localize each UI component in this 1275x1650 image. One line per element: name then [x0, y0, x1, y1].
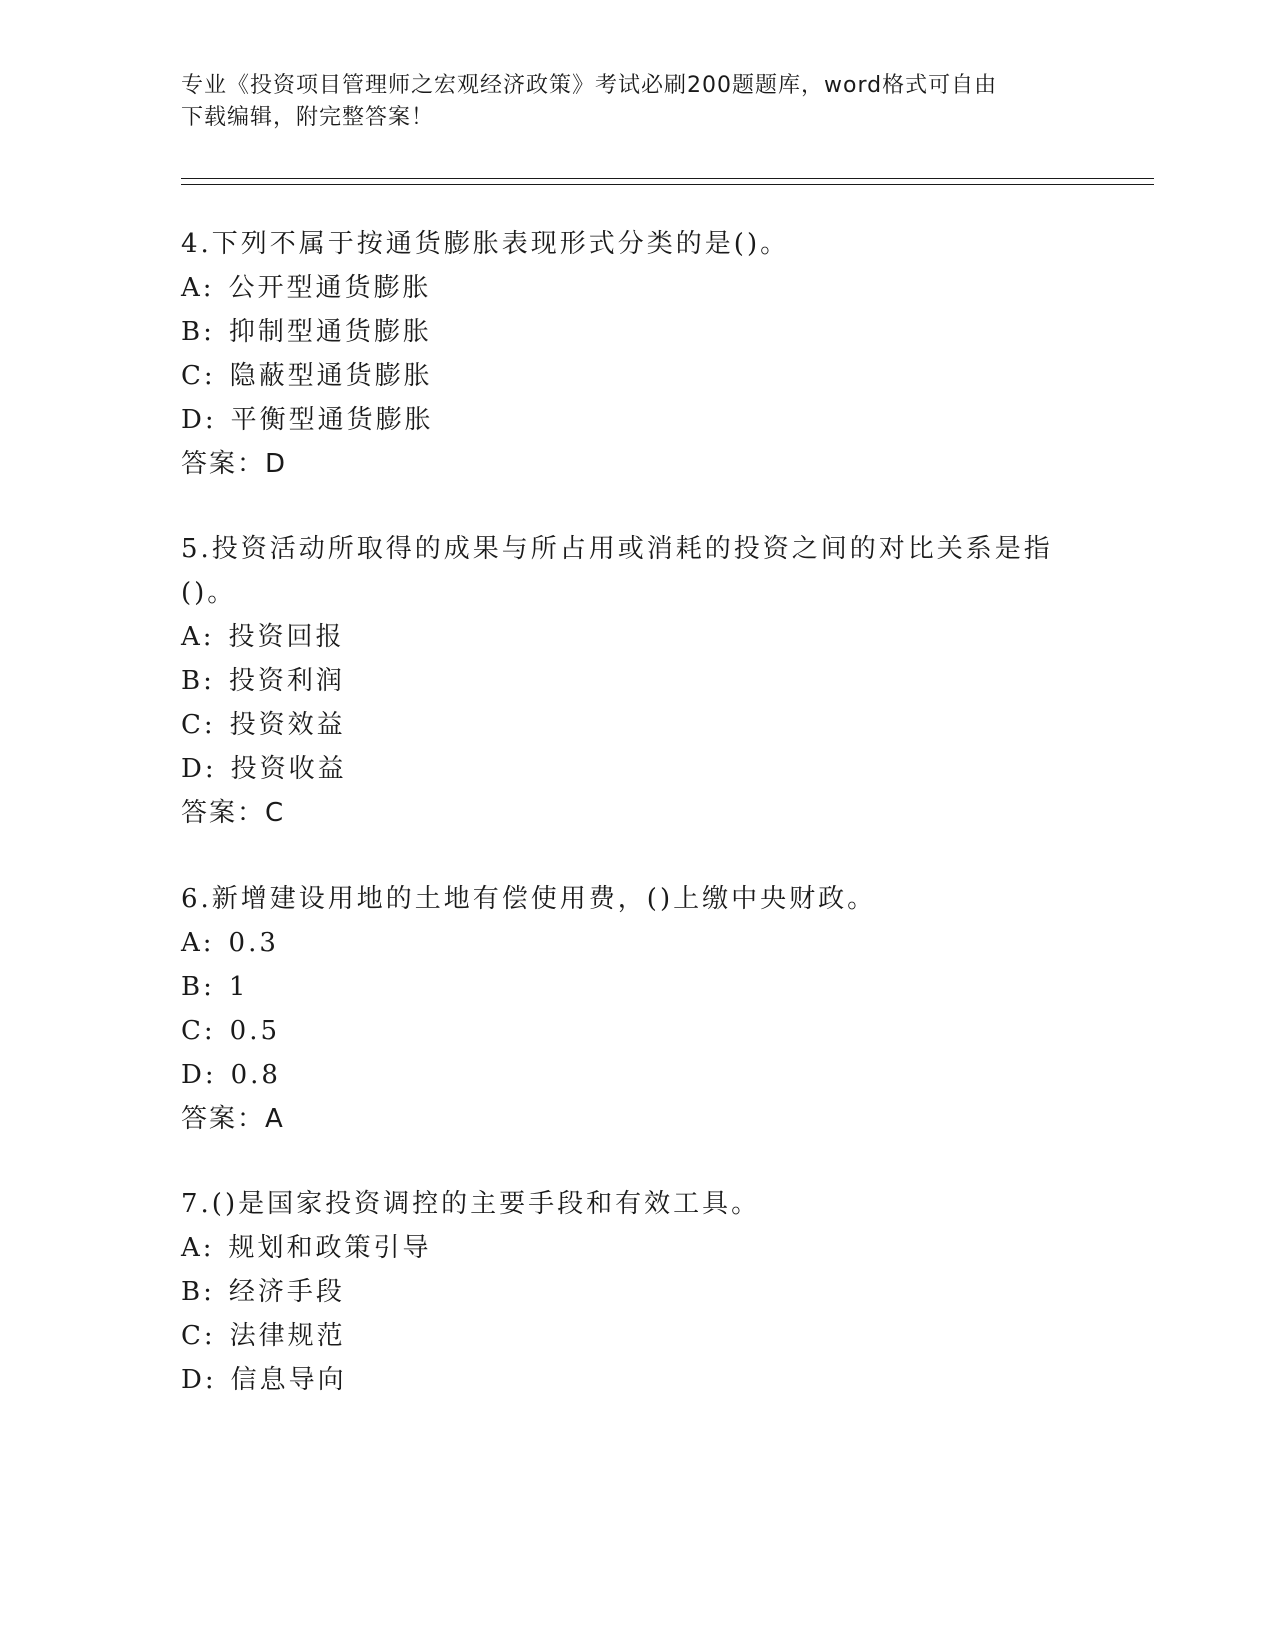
option-letter: D:: [181, 1060, 217, 1090]
option-d: [181, 1053, 1081, 1097]
option-text: 投资效益: [229, 710, 346, 740]
option-letter: A:: [181, 928, 215, 958]
option-text: 投资回报: [228, 622, 345, 652]
option-text: 0.5: [229, 1016, 281, 1046]
option-text: 隐蔽型通货膨胀: [229, 361, 433, 391]
option-text: 信息导向: [230, 1365, 347, 1395]
option-text: 投资利润: [228, 666, 345, 696]
option-text: 平衡型通货膨胀: [230, 405, 434, 435]
option-c: [181, 1009, 1081, 1053]
question-stem: 6.新增建设用地的土地有偿使用费，()上缴中央财政。: [181, 884, 877, 914]
option-letter: C:: [181, 1321, 216, 1351]
option-c: [181, 1314, 1081, 1358]
option-letter: C:: [181, 710, 216, 740]
option-letter: B:: [181, 972, 215, 1002]
option-b: [181, 659, 1081, 703]
option-letter: A:: [181, 1233, 215, 1263]
option-letter: D:: [181, 1365, 217, 1395]
question-6: [181, 877, 1081, 1141]
option-letter: B:: [181, 317, 215, 347]
question-stem: 7.()是国家投资调控的主要手段和有效工具。: [181, 1189, 761, 1219]
option-letter: D:: [181, 405, 217, 435]
answer-line: 答案：D: [181, 449, 288, 479]
option-letter: B:: [181, 666, 215, 696]
option-b: [181, 965, 1081, 1009]
question-stem-continued: ()。: [181, 578, 237, 608]
option-text: 0.8: [230, 1060, 281, 1090]
answer-line: 答案：A: [181, 1104, 285, 1134]
header-title-line-1: 专业《投资项目管理师之宏观经济政策》考试必刷200题题库，word格式可自由: [181, 73, 998, 98]
option-text: 1: [228, 972, 249, 1002]
answer-line: 答案：C: [181, 798, 286, 828]
option-b: [181, 1270, 1081, 1314]
option-text: 抑制型通货膨胀: [228, 317, 432, 347]
option-text: 公开型通货膨胀: [228, 273, 432, 303]
option-text: 法律规范: [229, 1321, 346, 1351]
option-letter: A:: [181, 622, 215, 652]
header-double-rule: [181, 178, 1154, 185]
option-d: [181, 398, 1081, 442]
option-c: [181, 354, 1081, 398]
option-letter: C:: [181, 361, 216, 391]
option-a: [181, 615, 1081, 659]
option-letter: D:: [181, 754, 217, 784]
option-text: 0.3: [228, 928, 279, 958]
option-c: [181, 703, 1081, 747]
question-5: [181, 527, 1081, 835]
option-letter: C:: [181, 1016, 216, 1046]
option-letter: A:: [181, 273, 215, 303]
option-a: [181, 1226, 1081, 1270]
option-a: [181, 921, 1081, 965]
option-d: [181, 747, 1081, 791]
option-d: [181, 1358, 1081, 1402]
option-letter: B:: [181, 1277, 215, 1307]
question-7: [181, 1182, 1081, 1402]
header-title-line-2: 下载编辑，附完整答案！: [181, 105, 435, 130]
question-stem: 4.下列不属于按通货膨胀表现形式分类的是()。: [181, 229, 790, 259]
question-stem: 5.投资活动所取得的成果与所占用或消耗的投资之间的对比关系是指: [181, 534, 1053, 564]
option-b: [181, 310, 1081, 354]
option-text: 规划和政策引导: [228, 1233, 432, 1263]
document-header: [181, 70, 1061, 134]
option-text: 投资收益: [230, 754, 347, 784]
option-text: 经济手段: [228, 1277, 345, 1307]
question-4: [181, 222, 1081, 486]
option-a: [181, 266, 1081, 310]
